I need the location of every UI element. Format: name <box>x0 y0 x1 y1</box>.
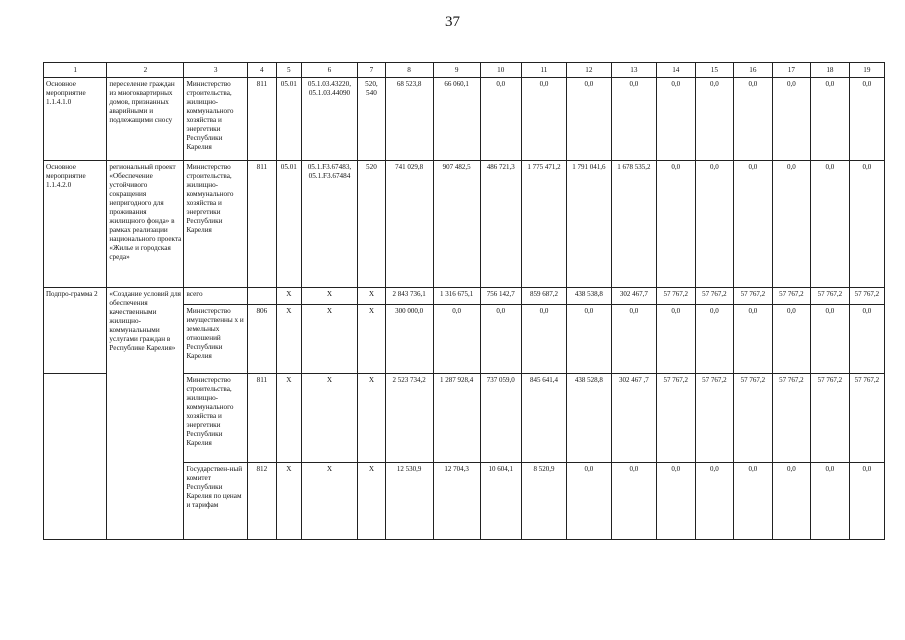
table-cell: 57 767,2 <box>695 288 734 305</box>
table-cell: 520, 540 <box>358 78 385 161</box>
table-cell: X <box>358 305 385 374</box>
column-number-cell: 2 <box>107 63 184 78</box>
table-cell: 0,0 <box>811 161 850 288</box>
table-cell: 0,0 <box>521 305 566 374</box>
table-cell: X <box>358 463 385 540</box>
table-cell: 0,0 <box>849 161 884 288</box>
table-cell: 05.1.F3.67483, 05.1.F3.67484 <box>301 161 358 288</box>
table-cell: Основное мероприятие 1.1.4.2.0 <box>44 161 107 288</box>
table-cell: 57 767,2 <box>849 288 884 305</box>
table-cell: 57 767,2 <box>811 374 850 463</box>
table-cell: 1 287 928,4 <box>433 374 480 463</box>
table-cell: 0,0 <box>567 463 612 540</box>
table-cell: Государствен-ный комитет Республики Карелия по ценам и тарифам <box>184 463 247 540</box>
table-cell: 0,0 <box>657 161 696 288</box>
table-cell: 0,0 <box>849 305 884 374</box>
table-cell: 0,0 <box>811 463 850 540</box>
table-cell: 0,0 <box>695 78 734 161</box>
column-number-cell: 5 <box>276 63 301 78</box>
table-cell: X <box>301 288 358 305</box>
table-cell: 0,0 <box>734 78 773 161</box>
table-cell: 0,0 <box>849 463 884 540</box>
column-number-cell: 6 <box>301 63 358 78</box>
table-cell: 0,0 <box>772 161 811 288</box>
budget-table-container <box>43 62 885 540</box>
table-cell: 0,0 <box>734 305 773 374</box>
table-cell: 0,0 <box>480 78 521 161</box>
table-cell: 0,0 <box>567 78 612 161</box>
table-cell: 57 767,2 <box>772 288 811 305</box>
table-cell <box>247 288 276 305</box>
table-cell: 10 604,1 <box>480 463 521 540</box>
column-number-cell: 4 <box>247 63 276 78</box>
table-cell: Министерство строительства, жилищно-коммунального хозяйства и энергетики Республики Карелия <box>184 374 247 463</box>
table-cell: X <box>358 288 385 305</box>
table-cell: 05.1.03.43220, 05.1.03.44090 <box>301 78 358 161</box>
table-cell: 1 791 041,6 <box>567 161 612 288</box>
table-cell: 0,0 <box>734 161 773 288</box>
table-cell: Министерство строительства, жилищно-коммунального хозяйства и энергетики Республики Карелия <box>184 161 247 288</box>
table-cell: X <box>301 374 358 463</box>
table-cell: 907 482,5 <box>433 161 480 288</box>
header-row <box>44 63 885 78</box>
table-cell: 811 <box>247 78 276 161</box>
table-cell: 0,0 <box>611 463 656 540</box>
table-cell: «Создание условий для обеспечения качественными жилищно-коммунальными услугами граждан в Республике Карелия» <box>107 288 184 540</box>
table-cell: 0,0 <box>772 78 811 161</box>
table-cell: 812 <box>247 463 276 540</box>
column-number-cell: 8 <box>385 63 433 78</box>
table-cell: 05.01 <box>276 161 301 288</box>
table-cell: 520 <box>358 161 385 288</box>
table-cell: 0,0 <box>611 78 656 161</box>
column-number-cell: 11 <box>521 63 566 78</box>
column-number-cell: 17 <box>772 63 811 78</box>
table-cell: X <box>358 374 385 463</box>
table-cell: 57 767,2 <box>734 374 773 463</box>
table-cell: 0,0 <box>480 305 521 374</box>
table-cell: Министерство имущественны х и земельных отношений Республики Карелия <box>184 305 247 374</box>
table-cell: 66 060,1 <box>433 78 480 161</box>
table-cell: 2 523 734,2 <box>385 374 433 463</box>
table-cell: 756 142,7 <box>480 288 521 305</box>
table-cell: X <box>276 288 301 305</box>
table-cell: 0,0 <box>772 305 811 374</box>
column-number-cell: 19 <box>849 63 884 78</box>
table-cell: 0,0 <box>695 463 734 540</box>
table-cell: 8 520,9 <box>521 463 566 540</box>
table-cell: 737 059,0 <box>480 374 521 463</box>
column-number-cell: 18 <box>811 63 850 78</box>
table-cell: 302 467,7 <box>611 288 656 305</box>
table-cell: 741 029,8 <box>385 161 433 288</box>
column-number-cell: 3 <box>184 63 247 78</box>
table-cell: 859 687,2 <box>521 288 566 305</box>
table-cell: X <box>301 305 358 374</box>
table-cell: 12 704,3 <box>433 463 480 540</box>
table-cell: 0,0 <box>521 78 566 161</box>
table-cell: переселение граждан из многоквартирных домов, признанных аварийными и подлежащими сносу <box>107 78 184 161</box>
table-cell: 05.01 <box>276 78 301 161</box>
column-number-cell: 14 <box>657 63 696 78</box>
column-number-cell: 9 <box>433 63 480 78</box>
table-cell: 0,0 <box>849 78 884 161</box>
table-cell: 0,0 <box>567 305 612 374</box>
table-cell: 0,0 <box>811 305 850 374</box>
table-cell: 2 843 736,1 <box>385 288 433 305</box>
table-cell: 0,0 <box>695 305 734 374</box>
table-cell: 57 767,2 <box>772 374 811 463</box>
table-cell: X <box>301 463 358 540</box>
column-number-cell: 10 <box>480 63 521 78</box>
column-number-cell: 7 <box>358 63 385 78</box>
column-number-cell: 12 <box>567 63 612 78</box>
table-cell: 1 316 675,1 <box>433 288 480 305</box>
table-row <box>44 78 885 161</box>
table-row <box>44 161 885 288</box>
table-cell <box>44 374 107 540</box>
column-number-cell: 16 <box>734 63 773 78</box>
table-cell: X <box>276 463 301 540</box>
table-cell: 0,0 <box>657 78 696 161</box>
table-cell: 12 530,9 <box>385 463 433 540</box>
table-cell: 57 767,2 <box>657 374 696 463</box>
table-cell: 0,0 <box>811 78 850 161</box>
table-cell: 0,0 <box>657 463 696 540</box>
table-cell: 0,0 <box>433 305 480 374</box>
table-cell: 0,0 <box>695 161 734 288</box>
table-cell: 302 467 ,7 <box>611 374 656 463</box>
table-cell: 438 528,8 <box>567 374 612 463</box>
table-row <box>44 288 885 305</box>
table-cell: 57 767,2 <box>811 288 850 305</box>
column-number-cell: 15 <box>695 63 734 78</box>
table-cell: Подпро-грамма 2 <box>44 288 107 374</box>
table-cell: 0,0 <box>772 463 811 540</box>
table-cell: 300 000,0 <box>385 305 433 374</box>
table-cell: Министерство строительства, жилищно-коммунального хозяйства и энергетики Республики Карелия <box>184 78 247 161</box>
table-cell: 0,0 <box>657 305 696 374</box>
table-cell: 806 <box>247 305 276 374</box>
table-cell: 486 721,3 <box>480 161 521 288</box>
table-cell: X <box>276 374 301 463</box>
table-cell: 68 523,8 <box>385 78 433 161</box>
budget-table <box>43 62 885 540</box>
table-cell: 0,0 <box>611 305 656 374</box>
table-cell: 57 767,2 <box>657 288 696 305</box>
table-cell: 811 <box>247 374 276 463</box>
table-cell: 1 775 471,2 <box>521 161 566 288</box>
column-number-cell: 1 <box>44 63 107 78</box>
table-cell: 438 538,8 <box>567 288 612 305</box>
page-number: 37 <box>445 14 460 30</box>
table-cell: всего <box>184 288 247 305</box>
table-cell: 0,0 <box>734 463 773 540</box>
table-cell: 845 641,4 <box>521 374 566 463</box>
table-cell: региональный проект «Обеспечение устойчивого сокращения непригодного для проживания жилищного фонда» в рамках реализации национального проекта «Жилье и городская среда» <box>107 161 184 288</box>
table-cell: X <box>276 305 301 374</box>
table-cell: 57 767,2 <box>849 374 884 463</box>
table-cell: Основное мероприятие 1.1.4.1.0 <box>44 78 107 161</box>
table-cell: 57 767,2 <box>734 288 773 305</box>
column-number-cell: 13 <box>611 63 656 78</box>
table-cell: 1 678 535,2 <box>611 161 656 288</box>
table-cell: 811 <box>247 161 276 288</box>
table-cell: 57 767,2 <box>695 374 734 463</box>
